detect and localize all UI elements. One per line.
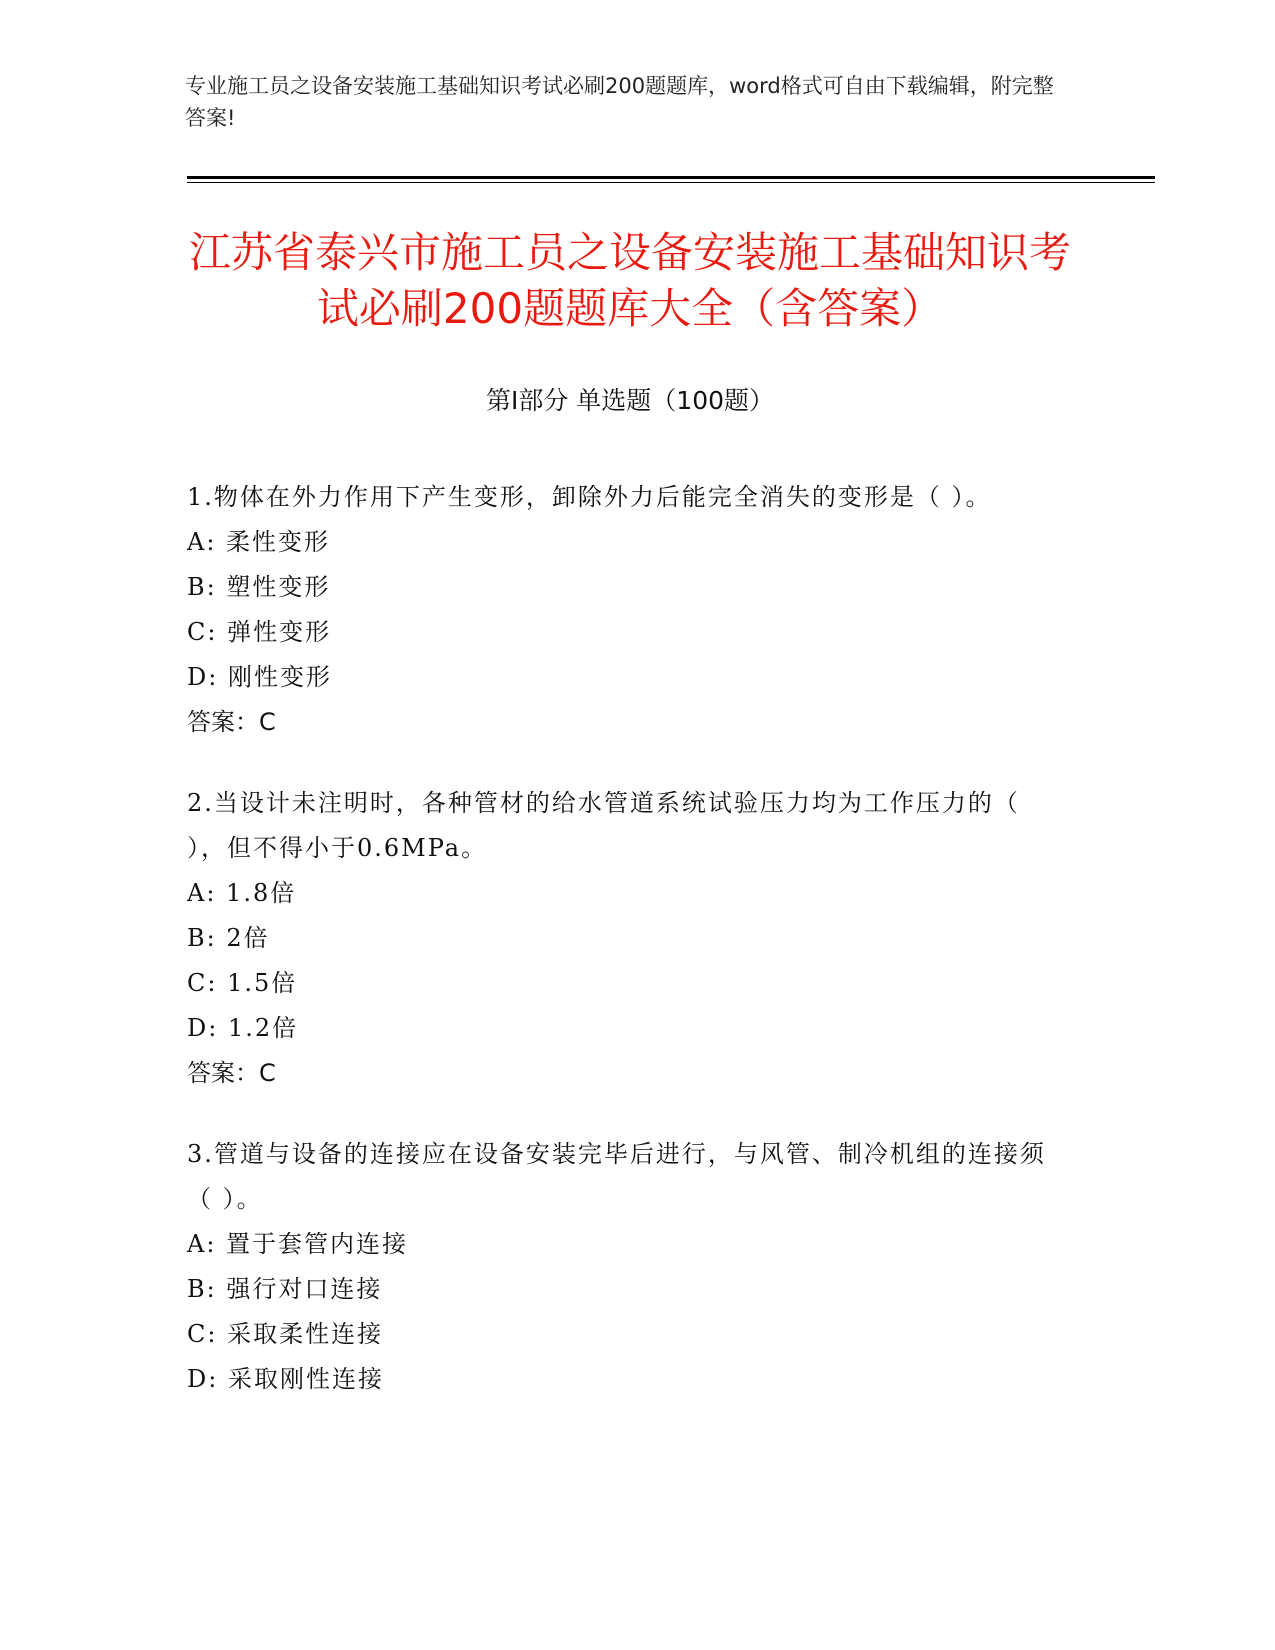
header-rule-thick [187,176,1155,179]
option-a: A: 1.8倍 [187,879,297,907]
option-d: D: 采取刚性连接 [187,1365,384,1393]
option-c: C: 采取柔性连接 [187,1320,384,1348]
option-a: A: 置于套管内连接 [187,1230,409,1258]
question-stem: 3.管道与设备的连接应在设备安装完毕后进行，与风管、制冷机组的连接须（ ）。 [187,1140,1046,1213]
option-b: B: 塑性变形 [187,573,331,601]
option-b: B: 强行对口连接 [187,1275,383,1303]
answer-text: 答案：C [187,708,276,736]
page-header [185,70,1065,134]
section-title: 第I部分 单选题（100题） [485,386,775,415]
option-c: C: 弹性变形 [187,618,332,646]
option-c: C: 1.5倍 [187,969,298,997]
question-stem: 2.当设计未注明时，各种管材的给水管道系统试验压力均为工作压力的（ ），但不得小于0.6MPa。 [187,789,1020,862]
answer-text: 答案：C [187,1059,276,1087]
question-1 [187,475,1067,745]
header-text: 专业施工员之设备安装施工基础知识考试必刷200题题库，word格式可自由下载编辑，附完整答案! [185,74,1054,130]
document-title: 江苏省泰兴市施工员之设备安装施工基础知识考试必刷200题题库大全（含答案） [188,228,1071,333]
question-list [187,475,1067,1438]
question-3 [187,1132,1067,1402]
option-b: B: 2倍 [187,924,270,952]
question-stem: 1.物体在外力作用下产生变形，卸除外力后能完全消失的变形是（ ）。 [187,483,992,511]
option-d: D: 刚性变形 [187,663,332,691]
question-2 [187,781,1067,1096]
option-d: D: 1.2倍 [187,1014,299,1042]
header-rule-thin [187,182,1155,183]
option-a: A: 柔性变形 [187,528,331,556]
